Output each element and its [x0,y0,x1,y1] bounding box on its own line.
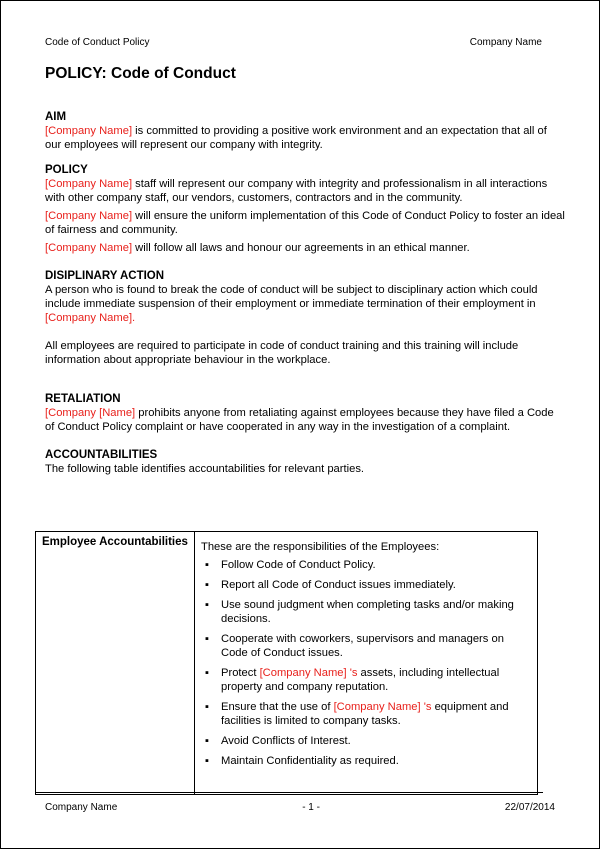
bullet-icon: ▪ [205,559,209,571]
policy-text-3: will follow all laws and honour our agreements in an ethical manner. [132,242,470,254]
list-item [201,666,531,694]
bullet-icon: ▪ [205,755,209,767]
accountabilities-intro: The following table identifies accountabilities for relevant parties. [45,463,365,475]
document-body [45,110,565,476]
bullet-icon: ▪ [205,735,209,747]
disciplinary-heading: DISIPLINARY ACTION [45,270,165,282]
disciplinary-text-1: A person who is found to break the code of conduct will be subject to disciplinary action which could include immediate suspension of their employment or immediate termination of their employment in [45,284,538,310]
page-footer [45,802,555,813]
list-item [201,754,531,768]
list-item [201,558,531,572]
list-item-text: Avoid Conflicts of Interest. [221,735,351,747]
policy-paragraph-2 [45,209,565,237]
list-item-text: Maintain Confidentiality as required. [221,755,399,767]
aim-heading: AIM [45,111,67,123]
accountabilities-table [35,531,538,795]
accountabilities-heading: ACCOUNTABILITIES [45,449,158,461]
list-item-text: Use sound judgment when completing tasks and/or making decisions. [221,599,514,625]
policy-text-1: staff will represent our company with integrity and professionalism in all interactions with other company staff, our vendors, customers, contractors and in the community. [45,178,548,204]
company-placeholder: [Company Name] [45,210,133,222]
company-placeholder: [Company Name] 's [333,701,432,713]
disciplinary-paragraph-2: All employees are required to participate in code of conduct training and this training will include information about appropriate behaviour in the workplace. [45,340,519,366]
aim-paragraph [45,124,565,152]
list-item [201,734,531,748]
page-title: POLICY: Code of Conduct [45,65,236,82]
list-item-text: Follow Code of Conduct Policy. [221,559,376,571]
company-placeholder: [Company [Name] [45,407,136,419]
bullet-icon: ▪ [205,599,209,611]
bullet-icon: ▪ [205,701,209,713]
list-item-text: assets, including intellectual property and company reputation. [221,667,500,693]
policy-text-2: will ensure the uniform implementation of this Code of Conduct Policy to foster an ideal of fairness and community. [45,210,565,236]
company-placeholder: [Company Name]. [45,312,136,324]
list-item-text: Report all Code of Conduct issues immediately. [221,579,456,591]
company-placeholder: [Company Name] [45,242,133,254]
bullet-icon: ▪ [205,579,209,591]
responsibilities-intro: These are the responsibilities of the Employees: [201,541,440,553]
retaliation-paragraph [45,406,565,434]
disciplinary-paragraph-1 [45,283,565,325]
list-item [201,578,531,592]
retaliation-text: prohibits anyone from retaliating against employees because they have filed a Code of Conduct Policy complaint or have cooperated in any way in the investigation of a complaint. [45,407,554,433]
page-number: - 1 - [302,802,320,813]
company-placeholder: [Company Name] [45,125,133,137]
aim-text: is committed to providing a positive work environment and an expectation that all of our employees will represent our company with integrity. [45,125,547,151]
list-item [201,700,531,728]
list-item [201,598,531,626]
list-item-text: Cooperate with coworkers, supervisors and managers on Code of Conduct issues. [221,633,504,659]
table-row [36,532,538,795]
retaliation-heading: RETALIATION [45,393,121,405]
list-item-text: Protect [221,667,260,679]
header-doc-title: Code of Conduct Policy [45,37,150,48]
role-cell: Employee Accountabilities [36,532,195,795]
bullet-icon: ▪ [205,633,209,645]
responsibilities-list [201,558,531,768]
list-item-text: equipment and facilities is limited to company tasks. [221,701,509,727]
responsibilities-cell [195,532,538,795]
footer-divider [35,792,543,793]
list-item-text: Ensure that the use of [221,701,334,713]
policy-paragraph-1 [45,177,565,205]
company-placeholder: [Company Name] 's [259,667,358,679]
footer-company-name: Company Name [45,802,118,813]
list-item [201,632,531,660]
policy-heading: POLICY [45,164,88,176]
company-placeholder: [Company Name] [45,178,133,190]
page-header [45,37,542,48]
bullet-icon: ▪ [205,667,209,679]
footer-date: 22/07/2014 [504,802,555,813]
header-company-name: Company Name [469,37,542,48]
policy-paragraph-3 [45,241,565,255]
